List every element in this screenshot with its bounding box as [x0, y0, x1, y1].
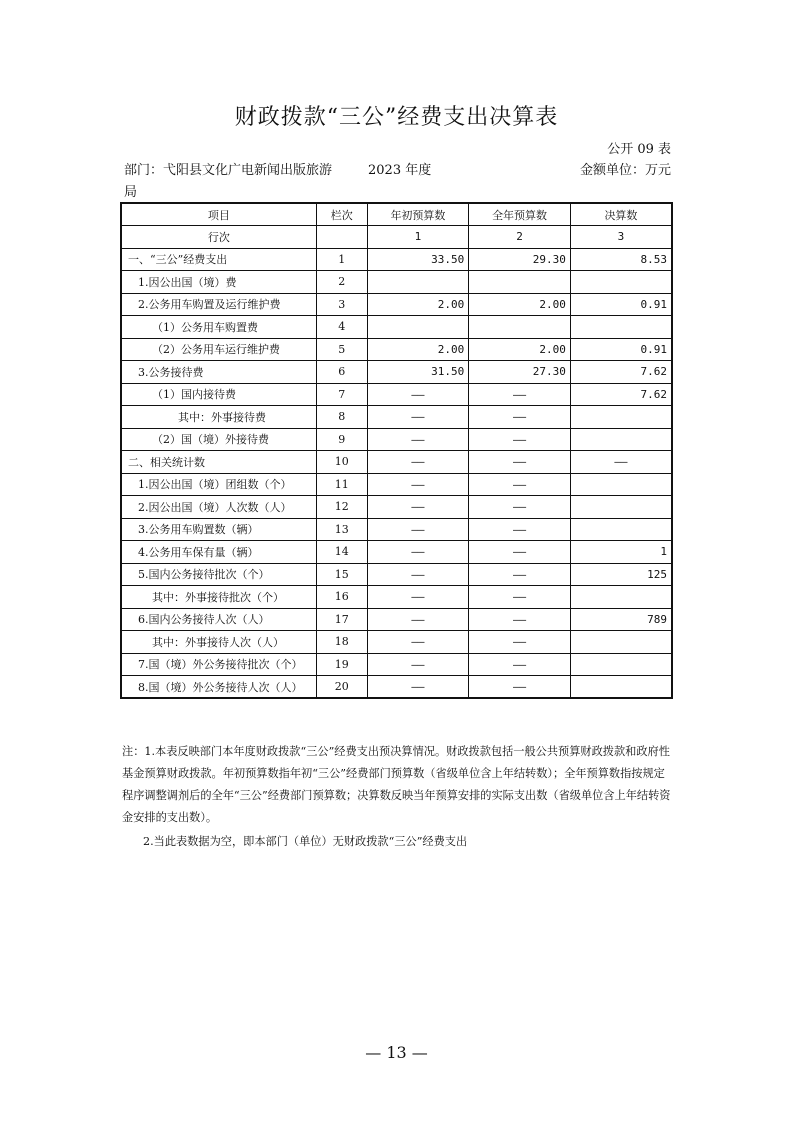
row-final-account: [570, 406, 672, 429]
note-1: 注：1.本表反映部门本年度财政拨款“三公”经费支出预决算情况。财政拨款包括一般公共预算财政拨款和政府性基金预算财政拨款。年初预算数指年初“三公”经费部门预算数（省级单位含上年结转数）；全年预算数指按规定程序调整调剂后的全年“三公”经费部门预算数；决算数反映当年预算安排的实际支出数（省级单位含上年结转资金安排的支出数）。: [122, 745, 671, 824]
row-initial-budget: ——: [367, 518, 469, 541]
table-row: [121, 608, 672, 631]
header-final-account: 决算数: [570, 203, 672, 226]
row-final-account: [570, 271, 672, 294]
row-annual-budget: 2.00: [469, 293, 571, 316]
row-item-label: 8.国（境）外公务接待人次（人）: [121, 676, 316, 699]
header-annual-budget: 全年预算数: [469, 203, 571, 226]
row-item-label: 二、相关统计数: [121, 451, 316, 474]
row-initial-budget: ——: [367, 428, 469, 451]
row-initial-budget: ——: [367, 563, 469, 586]
table-header-row: [121, 203, 672, 226]
row-item-label: 其中：外事接待人次（人）: [121, 631, 316, 654]
row-final-account: [570, 586, 672, 609]
row-initial-budget: 2.00: [367, 293, 469, 316]
table-row: [121, 586, 672, 609]
row-item-label: （2）国（境）外接待费: [121, 428, 316, 451]
row-column-no: 7: [316, 383, 367, 406]
row-initial-budget: ——: [367, 586, 469, 609]
row-annual-budget: ——: [469, 383, 571, 406]
row-column-no: 13: [316, 518, 367, 541]
row-annual-budget: ——: [469, 676, 571, 699]
row-annual-budget: ——: [469, 586, 571, 609]
fiscal-year: 2023 年度: [368, 163, 432, 178]
row-item-label: 5.国内公务接待批次（个）: [121, 563, 316, 586]
row-final-account: 1: [570, 541, 672, 564]
row-final-account: 125: [570, 563, 672, 586]
row-column-no: 10: [316, 451, 367, 474]
row-final-account: ——: [570, 451, 672, 474]
row-annual-budget: ——: [469, 608, 571, 631]
table-row: [121, 226, 672, 249]
table-row: [121, 563, 672, 586]
row-annual-budget: 2: [469, 226, 571, 249]
row-column-no: 16: [316, 586, 367, 609]
row-final-account: [570, 473, 672, 496]
form-number: 公开 09 表: [607, 142, 671, 157]
header-column-no: 栏次: [316, 203, 367, 226]
row-annual-budget: ——: [469, 496, 571, 519]
table-row: [121, 451, 672, 474]
row-annual-budget: ——: [469, 518, 571, 541]
row-annual-budget: ——: [469, 428, 571, 451]
row-annual-budget: ——: [469, 653, 571, 676]
row-initial-budget: ——: [367, 653, 469, 676]
row-item-label: 3.公务用车购置数（辆）: [121, 518, 316, 541]
row-final-account: 3: [570, 226, 672, 249]
row-annual-budget: ——: [469, 406, 571, 429]
row-item-label: （2）公务用车运行维护费: [121, 338, 316, 361]
table-row: [121, 338, 672, 361]
row-column-no: 19: [316, 653, 367, 676]
row-initial-budget: ——: [367, 631, 469, 654]
row-annual-budget: [469, 316, 571, 339]
row-column-no: [316, 226, 367, 249]
table-row: [121, 248, 672, 271]
row-final-account: 7.62: [570, 361, 672, 384]
row-item-label: 6.国内公务接待人次（人）: [121, 608, 316, 631]
row-column-no: 3: [316, 293, 367, 316]
table-row: [121, 518, 672, 541]
table-row: [121, 406, 672, 429]
row-final-account: [570, 496, 672, 519]
row-initial-budget: ——: [367, 608, 469, 631]
row-initial-budget: 1: [367, 226, 469, 249]
row-initial-budget: ——: [367, 406, 469, 429]
row-final-account: [570, 653, 672, 676]
department-label: 部门：弋阳县文化广电新闻出版旅游局: [124, 163, 333, 200]
row-initial-budget: 2.00: [367, 338, 469, 361]
row-final-account: 789: [570, 608, 672, 631]
amount-unit: 金额单位：万元: [579, 163, 671, 178]
row-column-no: 14: [316, 541, 367, 564]
row-final-account: 8.53: [570, 248, 672, 271]
row-annual-budget: ——: [469, 451, 571, 474]
row-column-no: 4: [316, 316, 367, 339]
row-item-label: 1.因公出国（境）费: [121, 271, 316, 294]
row-annual-budget: 29.30: [469, 248, 571, 271]
table-row: [121, 496, 672, 519]
row-initial-budget: [367, 316, 469, 339]
table-row: [121, 653, 672, 676]
row-column-no: 17: [316, 608, 367, 631]
row-item-label: 一、“三公”经费支出: [121, 248, 316, 271]
table-row: [121, 631, 672, 654]
header-item: 项目: [121, 203, 316, 226]
table-row: [121, 428, 672, 451]
row-column-no: 20: [316, 676, 367, 699]
row-column-no: 15: [316, 563, 367, 586]
row-initial-budget: 31.50: [367, 361, 469, 384]
header-initial-budget: 年初预算数: [367, 203, 469, 226]
row-annual-budget: 2.00: [469, 338, 571, 361]
row-final-account: 0.91: [570, 338, 672, 361]
row-column-no: 18: [316, 631, 367, 654]
row-item-label: 其中：外事接待费: [121, 406, 316, 429]
table-row: [121, 383, 672, 406]
row-annual-budget: 27.30: [469, 361, 571, 384]
row-initial-budget: ——: [367, 541, 469, 564]
row-final-account: 7.62: [570, 383, 672, 406]
row-annual-budget: ——: [469, 541, 571, 564]
page-number: — 13 —: [365, 1043, 428, 1062]
row-column-no: 2: [316, 271, 367, 294]
table-row: [121, 293, 672, 316]
row-final-account: [570, 518, 672, 541]
page-title: 财政拨款“三公”经费支出决算表: [234, 105, 559, 130]
row-initial-budget: ——: [367, 383, 469, 406]
row-item-label: 4.公务用车保有量（辆）: [121, 541, 316, 564]
table-row: [121, 271, 672, 294]
row-column-no: 12: [316, 496, 367, 519]
row-final-account: [570, 428, 672, 451]
row-annual-budget: ——: [469, 631, 571, 654]
row-annual-budget: [469, 271, 571, 294]
row-initial-budget: ——: [367, 451, 469, 474]
row-item-label: 1.因公出国（境）团组数（个）: [121, 473, 316, 496]
row-item-label: （1）公务用车购置费: [121, 316, 316, 339]
row-column-no: 5: [316, 338, 367, 361]
row-item-label: 2.因公出国（境）人次数（人）: [121, 496, 316, 519]
row-final-account: [570, 631, 672, 654]
row-item-label: （1）国内接待费: [121, 383, 316, 406]
row-item-label: 2.公务用车购置及运行维护费: [121, 293, 316, 316]
expense-table: [120, 202, 673, 699]
row-annual-budget: ——: [469, 473, 571, 496]
row-item-label: 3.公务接待费: [121, 361, 316, 384]
row-initial-budget: [367, 271, 469, 294]
row-initial-budget: 33.50: [367, 248, 469, 271]
note-2: 2.当此表数据为空，即本部门（单位）无财政拨款“三公”经费支出: [143, 835, 468, 848]
table-row: [121, 473, 672, 496]
row-final-account: [570, 676, 672, 699]
row-final-account: 0.91: [570, 293, 672, 316]
row-initial-budget: ——: [367, 496, 469, 519]
table-row: [121, 361, 672, 384]
table-row: [121, 676, 672, 699]
row-column-no: 6: [316, 361, 367, 384]
row-item-label: 其中：外事接待批次（个）: [121, 586, 316, 609]
row-item-label: 行次: [121, 226, 316, 249]
table-row: [121, 316, 672, 339]
row-initial-budget: ——: [367, 676, 469, 699]
row-column-no: 1: [316, 248, 367, 271]
row-column-no: 11: [316, 473, 367, 496]
row-annual-budget: ——: [469, 563, 571, 586]
row-initial-budget: ——: [367, 473, 469, 496]
row-final-account: [570, 316, 672, 339]
row-column-no: 9: [316, 428, 367, 451]
table-row: [121, 541, 672, 564]
row-item-label: 7.国（境）外公务接待批次（个）: [121, 653, 316, 676]
row-column-no: 8: [316, 406, 367, 429]
